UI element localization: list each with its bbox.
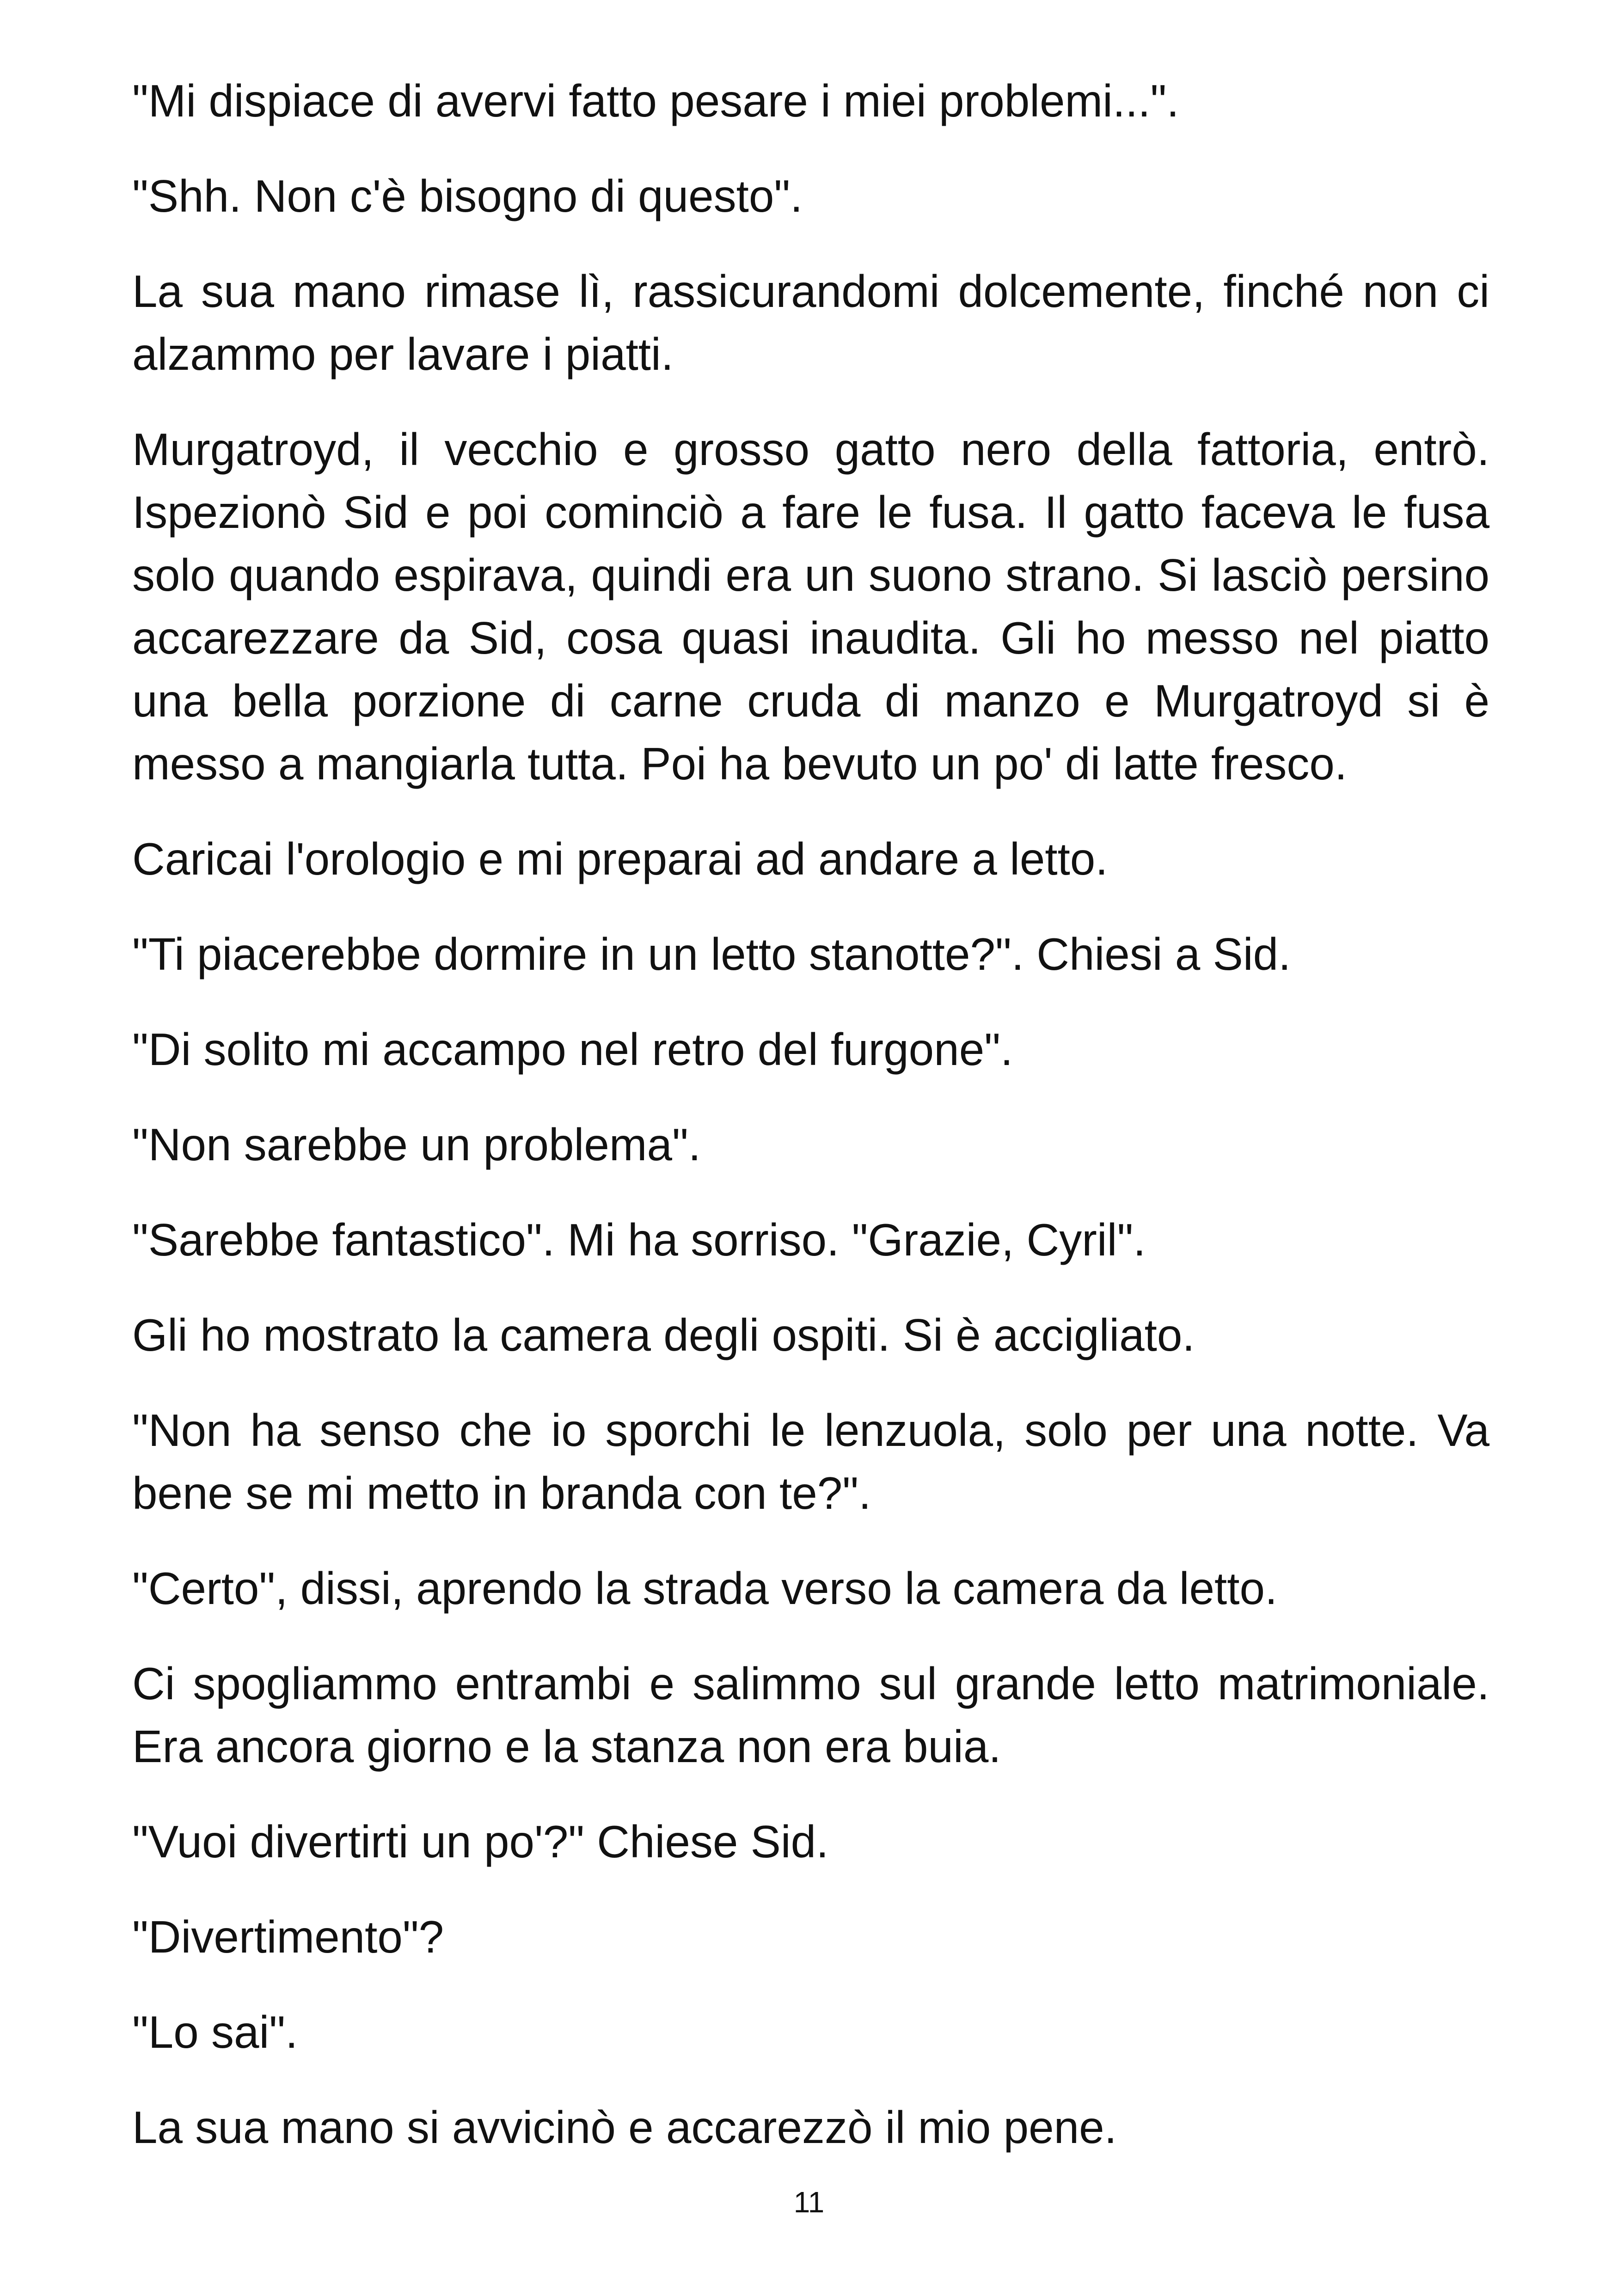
paragraph: "Ti piacerebbe dormire in un letto stanotte?". Chiesi a Sid. — [132, 929, 1291, 980]
paragraph: Ci spogliammo entrambi e salimmo sul grande letto matrimoniale. Era ancora giorno e la stanza non era buia. — [132, 1658, 1489, 1772]
paragraph: "Non ha senso che io sporchi le lenzuola, solo per una notte. Va bene se mi metto in branda con te?". — [132, 1405, 1489, 1518]
paragraph: Gli ho mostrato la camera degli ospiti. Si è accigliato. — [132, 1310, 1195, 1360]
paragraph: La sua mano rimase lì, rassicurandomi dolcemente, finché non ci alzammo per lavare i piatti. — [132, 266, 1489, 380]
paragraph: "Lo sai". — [132, 2007, 298, 2057]
paragraph: La sua mano si avvicinò e accarezzò il mio pene. — [132, 2102, 1117, 2153]
paragraph: "Shh. Non c'è bisogno di questo". — [132, 171, 803, 221]
paragraph: "Mi dispiace di avervi fatto pesare i miei problemi...". — [132, 75, 1179, 126]
paragraph: "Non sarebbe un problema". — [132, 1119, 701, 1170]
paragraph: Murgatroyd, il vecchio e grosso gatto nero della fattoria, entrò. Ispezionò Sid e poi cominciò a fare le fusa. Il gatto faceva le fusa solo quando espirava, quindi era un suono strano. Si lasciò persino accarezzare da Sid, cosa quasi inaudita. Gli ho messo nel piatto una bella porzione di carne cruda di manzo e Murgatroyd si è messo a mangiarla tutta. Poi ha bevuto un po' di latte fresco. — [132, 424, 1489, 789]
paragraph: "Di solito mi accampo nel retro del furgone". — [132, 1024, 1013, 1075]
paragraph: "Certo", dissi, aprendo la strada verso la camera da letto. — [132, 1563, 1278, 1614]
paragraph: "Divertimento"? — [132, 1911, 444, 1962]
paragraph: Caricai l'orologio e mi preparai ad andare a letto. — [132, 833, 1108, 884]
paragraph: "Vuoi divertirti un po'?" Chiese Sid. — [132, 1816, 829, 1867]
body-text — [132, 69, 1489, 2191]
paragraph: "Sarebbe fantastico". Mi ha sorriso. "Grazie, Cyril". — [132, 1214, 1146, 1265]
page-number: 11 — [793, 2186, 825, 2219]
